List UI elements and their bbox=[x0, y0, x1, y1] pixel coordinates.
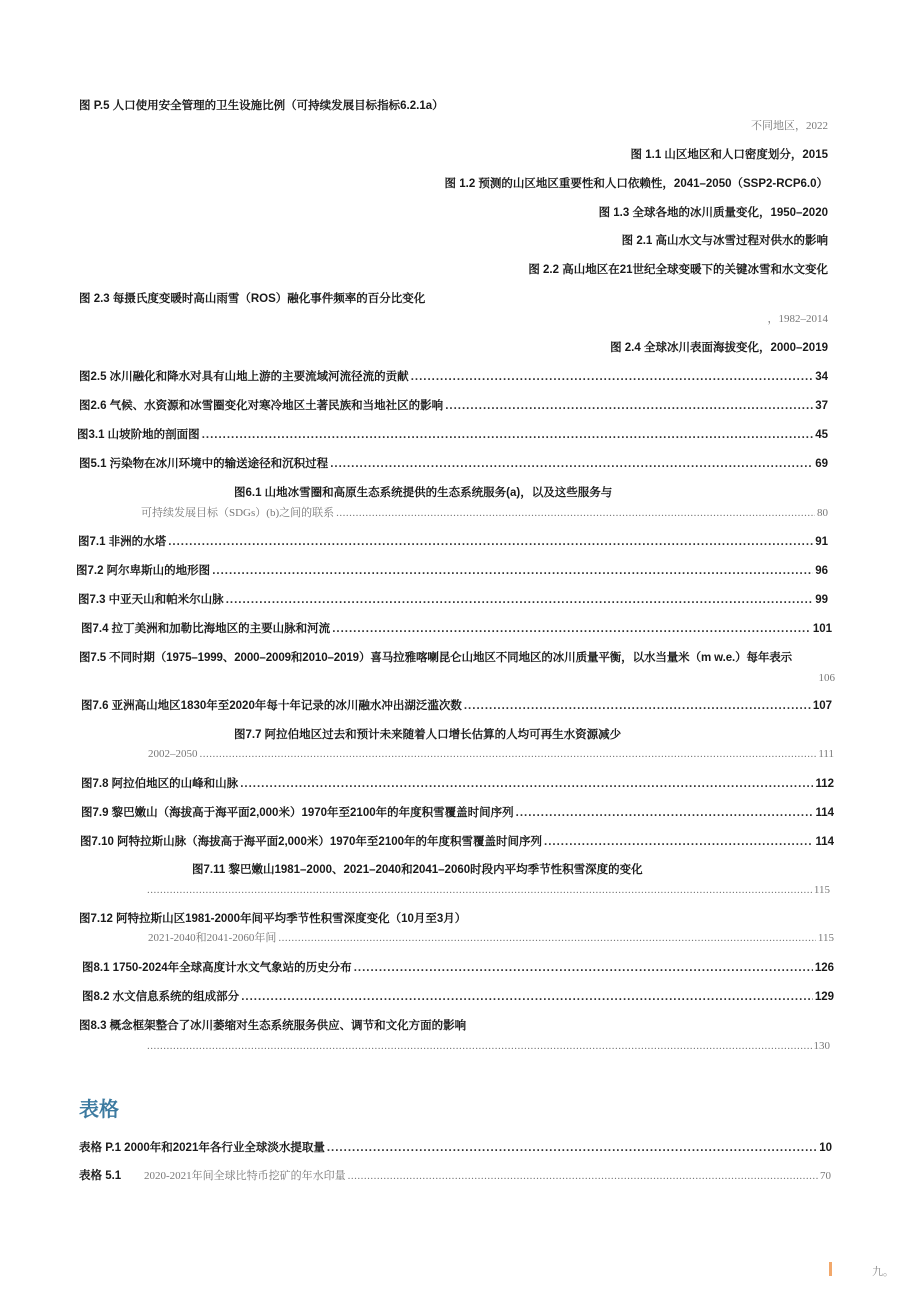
toc-figure-3-1[interactable] bbox=[77, 427, 828, 443]
toc-figure-1-3[interactable]: 图 1.3 全球各地的冰川质量变化，1950–2020 bbox=[598, 207, 828, 219]
toc-entry-page: 45 bbox=[815, 429, 828, 441]
toc-figure-7-9[interactable] bbox=[81, 805, 834, 821]
toc-figure-7-3[interactable] bbox=[78, 592, 828, 608]
dot-leader bbox=[202, 427, 814, 443]
page-number: 九。 bbox=[872, 1266, 894, 1278]
toc-figure-7-10[interactable] bbox=[80, 834, 834, 850]
toc-entry-page: 111 bbox=[818, 748, 834, 760]
dot-leader bbox=[278, 930, 816, 946]
toc-entry-title: 图7.3 中亚天山和帕米尔山脉 bbox=[78, 594, 224, 606]
toc-entry-title: 2021-2040和2041-2060年间 bbox=[148, 932, 277, 944]
toc-entry-page: 37 bbox=[815, 400, 828, 412]
toc-entry-title: 图7.6 亚洲高山地区1830年至2020年每十年记录的冰川融水冲出湖泛滥次数 bbox=[81, 700, 462, 712]
toc-figure-7-12-sub[interactable] bbox=[148, 930, 834, 946]
toc-entry-page: 101 bbox=[812, 623, 832, 635]
dot-leader bbox=[212, 563, 813, 579]
toc-entry-title: 图2.5 冰川融化和降水对具有山地上游的主要流域河流径流的贡献 bbox=[79, 371, 409, 383]
toc-entry-title: 图5.1 污染物在冰川环境中的输送途径和沉积过程 bbox=[79, 458, 329, 470]
dot-leader bbox=[445, 398, 813, 414]
toc-entry-title: 图7.1 非洲的水塔 bbox=[78, 536, 167, 548]
toc-entry-page: 114 bbox=[815, 807, 834, 819]
toc-entry-title: 图2.6 气候、水资源和冰雪圈变化对寒冷地区土著民族和当地社区的影响 bbox=[79, 400, 444, 412]
toc-entry-title: 图7.9 黎巴嫩山（海拔高于海平面2,000米）1970年至2100年的年度积雪覆盖时间序列 bbox=[81, 807, 514, 819]
toc-entry-page: 70 bbox=[820, 1170, 831, 1182]
toc-figure-7-8[interactable] bbox=[81, 776, 834, 792]
dot-leader bbox=[336, 505, 815, 521]
toc-table-p1[interactable] bbox=[79, 1140, 832, 1156]
toc-figure-7-5-page: 106 bbox=[818, 672, 835, 684]
toc-entry-page: 114 bbox=[815, 836, 834, 848]
dot-leader bbox=[332, 621, 811, 637]
dot-leader bbox=[411, 369, 814, 385]
toc-entry-page: 115 bbox=[813, 884, 830, 896]
dot-leader bbox=[544, 834, 813, 850]
toc-entry-page: 107 bbox=[812, 700, 832, 712]
dot-leader bbox=[516, 805, 814, 821]
toc-entry-title: 2002–2050 bbox=[148, 748, 198, 760]
toc-entry-page: 10 bbox=[819, 1142, 832, 1154]
dot-leader bbox=[354, 960, 813, 976]
toc-figure-p5-sub: 不同地区，2022 bbox=[751, 120, 828, 132]
toc-entry-page: 96 bbox=[815, 565, 828, 577]
toc-entry-title: 图8.2 水文信息系统的组成部分 bbox=[82, 991, 240, 1003]
toc-table-5-1-label[interactable]: 表格 5.1 bbox=[79, 1170, 122, 1182]
toc-entry-page: 34 bbox=[815, 371, 828, 383]
toc-figure-2-2[interactable]: 图 2.2 高山地区在21世纪全球变暖下的关键冰雪和水文变化 bbox=[528, 264, 828, 276]
toc-entry-title: 图7.10 阿特拉斯山脉（海拔高于海平面2,000米）1970年至2100年的年度积雪覆盖时间序列 bbox=[80, 836, 543, 848]
toc-figure-7-7[interactable]: 图7.7 阿拉伯地区过去和预计未来随着人口增长估算的人均可再生水资源减少 bbox=[234, 729, 622, 741]
dot-leader bbox=[464, 698, 811, 714]
toc-entry-page: 130 bbox=[813, 1040, 830, 1052]
toc-entry-page: 99 bbox=[815, 594, 828, 606]
toc-entry-title: 图3.1 山坡阶地的剖面图 bbox=[77, 429, 200, 441]
toc-entry-page: 129 bbox=[814, 991, 834, 1003]
toc-figure-2-6[interactable] bbox=[79, 398, 828, 414]
toc-figure-2-5[interactable] bbox=[79, 369, 828, 385]
toc-entry-page: 126 bbox=[814, 962, 834, 974]
toc-figure-5-1[interactable] bbox=[79, 456, 828, 472]
toc-figure-8-3-sub[interactable] bbox=[145, 1038, 830, 1054]
toc-figure-1-1[interactable]: 图 1.1 山区地区和人口密度划分，2015 bbox=[630, 149, 828, 161]
toc-figure-6-1[interactable]: 图6.1 山地冰雪圈和高原生态系统提供的生态系统服务(a)，以及这些服务与 bbox=[234, 487, 613, 499]
dot-leader bbox=[147, 1038, 812, 1054]
toc-figure-7-7-sub[interactable] bbox=[148, 746, 834, 762]
toc-figure-2-4[interactable]: 图 2.4 全球冰川表面海拔变化，2000–2019 bbox=[610, 342, 828, 354]
toc-entry-page: 91 bbox=[815, 536, 828, 548]
dot-leader bbox=[241, 989, 813, 1005]
toc-entry-title: 表格 P.1 2000年和2021年各行业全球淡水提取量 bbox=[79, 1142, 325, 1154]
toc-table-5-1[interactable] bbox=[144, 1168, 831, 1184]
toc-figure-2-3[interactable]: 图 2.3 每摄氏度变暖时高山雨雪（ROS）融化事件频率的百分比变化 bbox=[79, 293, 426, 305]
toc-figure-2-1[interactable]: 图 2.1 高山水文与冰雪过程对供水的影响 bbox=[621, 235, 828, 247]
toc-figure-7-11[interactable]: 图7.11 黎巴嫩山1981–2000、2021–2040和2041–2060时段内平均季节性积雪深度的变化 bbox=[192, 864, 643, 876]
toc-figure-8-3[interactable]: 图8.3 概念框架整合了冰川萎缩对生态系统服务供应、调节和文化方面的影响 bbox=[79, 1020, 467, 1032]
toc-entry-page: 80 bbox=[817, 507, 828, 519]
toc-figure-7-6[interactable] bbox=[81, 698, 832, 714]
toc-entry-title: 图8.1 1750-2024年全球高度计水文气象站的历史分布 bbox=[82, 962, 352, 974]
toc-figure-6-1-sub[interactable] bbox=[141, 505, 828, 521]
dot-leader bbox=[330, 456, 813, 472]
toc-entry-page: 69 bbox=[815, 458, 828, 470]
toc-figure-7-4[interactable] bbox=[81, 621, 832, 637]
footer-accent-bar bbox=[829, 1262, 832, 1276]
dot-leader bbox=[147, 882, 812, 898]
toc-entry-page: 112 bbox=[815, 778, 834, 790]
toc-figure-7-12[interactable]: 图7.12 阿特拉斯山区1981-2000年间平均季节性积雪深度变化（10月至3月） bbox=[79, 913, 467, 925]
dot-leader bbox=[348, 1168, 818, 1184]
toc-figure-p5[interactable]: 图 P.5 人口使用安全管理的卫生设施比例（可持续发展目标指标6.2.1a） bbox=[79, 100, 444, 112]
toc-figure-7-11-sub[interactable] bbox=[145, 882, 830, 898]
tables-heading: 表格 bbox=[79, 1099, 119, 1121]
dot-leader bbox=[226, 592, 814, 608]
toc-entry-title: 图7.4 拉丁美洲和加勒比海地区的主要山脉和河流 bbox=[81, 623, 331, 635]
toc-figure-8-2[interactable] bbox=[82, 989, 834, 1005]
toc-figure-7-1[interactable] bbox=[78, 534, 828, 550]
toc-entry-title: 可持续发展目标（SDGs）(b)之间的联系 bbox=[141, 507, 335, 519]
toc-figure-2-3-sub: ，1982–2014 bbox=[767, 313, 828, 325]
dot-leader bbox=[200, 746, 817, 762]
toc-entry-title: 图7.2 阿尔卑斯山的地形图 bbox=[76, 565, 211, 577]
dot-leader bbox=[168, 534, 813, 550]
dot-leader bbox=[327, 1140, 817, 1156]
toc-entry-page: 115 bbox=[817, 932, 834, 944]
toc-figure-1-2[interactable]: 图 1.2 预测的山区地区重要性和人口依赖性，2041–2050（SSP2-RCP6.0） bbox=[444, 178, 828, 190]
toc-figure-7-5[interactable]: 图7.5 不同时期（1975–1999、2000–2009和2010–2019）喜马拉雅喀喇昆仑山地区不同地区的冰川质量平衡，以水当量米（m w.e.）每年表示 bbox=[79, 652, 793, 664]
toc-figure-8-1[interactable] bbox=[82, 960, 834, 976]
toc-entry-title: 2020-2021年间全球比特币挖矿的年水印量 bbox=[144, 1170, 346, 1182]
dot-leader bbox=[240, 776, 813, 792]
toc-entry-title: 图7.8 阿拉伯地区的山峰和山脉 bbox=[81, 778, 239, 790]
toc-figure-7-2[interactable] bbox=[76, 563, 828, 579]
